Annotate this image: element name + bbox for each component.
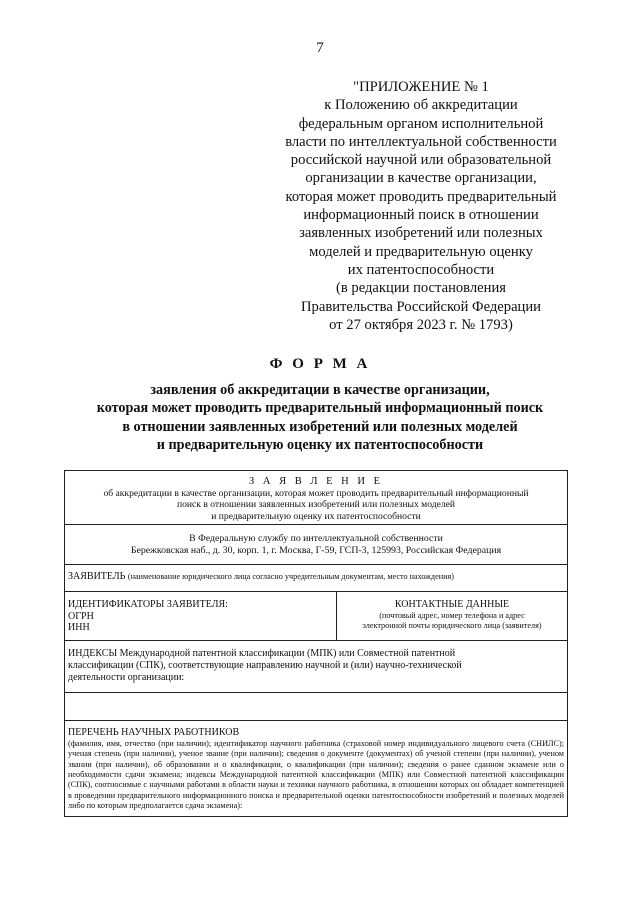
appendix-line: которая может проводить предварительный bbox=[285, 188, 557, 205]
empty-row[interactable] bbox=[65, 693, 567, 721]
contacts-note: (почтовый адрес, номер телефона и адрес bbox=[379, 610, 525, 620]
contacts-label: КОНТАКТНЫЕ ДАННЫЕ bbox=[394, 599, 510, 610]
appendix-line: федеральным органом исполнительной bbox=[298, 115, 544, 132]
indexes-line: деятельности организации: bbox=[68, 671, 185, 683]
contacts-note: электронной почты юридического лица (заявителя) bbox=[362, 620, 542, 630]
appendix-line: от 27 октября 2023 г. № 1793) bbox=[329, 316, 513, 333]
form-header-line: поиск в отношении заявленных изобретений или полезных моделей bbox=[176, 499, 456, 510]
contacts-field[interactable] bbox=[337, 592, 567, 640]
form-header-line: об аккредитации в качестве организации, которая может проводить предварительный информационный bbox=[103, 487, 529, 499]
appendix-line: информационный поиск в отношении bbox=[303, 207, 539, 224]
addressee-name: В Федеральную службу по интеллектуальной собственности bbox=[189, 533, 443, 544]
appendix-line: их патентоспособности bbox=[347, 261, 495, 278]
form-header-title: З А Я В Л Е Н И Е bbox=[249, 476, 383, 487]
form-subtitle-line: которая может проводить предварительный информационный поиск bbox=[96, 400, 544, 417]
addressee-address: Бережковская наб., д. 30, корп. 1, г. Москва, Г-59, ГСП-3, 125993, Российская Федерация bbox=[130, 544, 502, 556]
form-subtitle-line: заявления об аккредитации в качестве организации, bbox=[150, 382, 490, 398]
applicant-note: (наименование юридического лица согласно учредительным документам, место нахождения) bbox=[127, 572, 454, 581]
indexes-line: ИНДЕКСЫ Международной патентной классификации (МПК) или Совместной патентной bbox=[68, 648, 456, 659]
appendix-line: заявленных изобретений или полезных bbox=[299, 225, 543, 242]
appendix-line: "ПРИЛОЖЕНИЕ № 1 bbox=[353, 79, 489, 95]
addressee-section bbox=[65, 525, 567, 565]
appendix-line: российской научной или образовательной bbox=[290, 152, 552, 169]
form-title: Ф О Р М А bbox=[269, 356, 371, 372]
form-header-line: и предварительную оценку их патентоспособности bbox=[211, 510, 421, 522]
appendix-block bbox=[262, 78, 580, 334]
form-subtitle-line: и предварительную оценку их патентоспособности bbox=[156, 436, 484, 453]
appendix-line: власти по интеллектуальной собственности bbox=[285, 133, 557, 150]
appendix-line: организации в качестве организации, bbox=[305, 170, 537, 187]
researchers-title: ПЕРЕЧЕНЬ НАУЧНЫХ РАБОТНИКОВ bbox=[68, 727, 240, 738]
ogrn-label: ОГРН bbox=[68, 610, 94, 622]
identifiers-contacts-row bbox=[65, 592, 567, 641]
identifiers-field[interactable] bbox=[65, 592, 337, 640]
applicant-field[interactable] bbox=[65, 565, 567, 592]
inn-label: ИНН bbox=[68, 622, 90, 633]
indexes-line: классификации (СПК), соответствующие направлению научной и (или) научно-технической bbox=[68, 659, 462, 671]
application-form bbox=[64, 470, 568, 817]
researchers-field[interactable] bbox=[65, 721, 567, 816]
applicant-label: ЗАЯВИТЕЛЬ bbox=[68, 571, 126, 582]
form-header-section bbox=[65, 471, 567, 525]
indexes-field[interactable] bbox=[65, 641, 567, 693]
researchers-description: (фамилия, имя, отчество (при наличии); идентификатор научного работника (страховой номер индивидуального лицевого счета (СНИЛС); ученая степень (при наличии), ученое звание (при наличии); сведения о документе (документах) об ученой степени (при наличии), ученом звании (при наличии), об образовании и о квалификации, о квалификации (при наличии); сведения о ранее сданном экзамене или о необходимости сдачи экзамена; индексы Международной патентной классификации (МПК) или Совместной патентной классификации (СПК), соотносимые с научными работами в области науки и техники научного работника, в отношении которых он обладает компетенцией в проведении предварительного информационного поиска и предварительной оценки патентоспособности изобретений и полезных моделей либо по которым предполагается сдача экзамена): bbox=[68, 738, 564, 811]
page-number: 7 bbox=[316, 40, 324, 56]
appendix-line: Правительства Российской Федерации bbox=[301, 298, 541, 315]
identifiers-label: ИДЕНТИФИКАТОРЫ ЗАЯВИТЕЛЯ: bbox=[68, 599, 228, 610]
appendix-line: моделей и предварительную оценку bbox=[309, 243, 533, 260]
appendix-line: к Положению об аккредитации bbox=[324, 97, 518, 114]
form-subtitle bbox=[0, 381, 640, 454]
form-subtitle-line: в отношении заявленных изобретений или полезных моделей bbox=[122, 418, 518, 435]
appendix-line: (в редакции постановления bbox=[336, 280, 506, 297]
